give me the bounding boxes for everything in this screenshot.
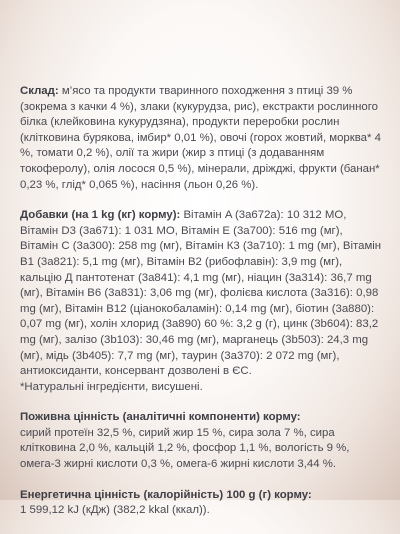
nutrition-label: Поживна цінність (аналітичні компоненти) корму:	[20, 411, 301, 424]
additives-label: Добавки (на 1 kg (кг) корму):	[20, 209, 181, 222]
composition-paragraph	[20, 84, 382, 193]
energy-text: 1 599,12 kJ (кДж) (382,2 kkal (ккал)).	[20, 504, 210, 517]
energy-label: Енергетична цінність (калорійність) 100 g (г) корму:	[20, 488, 312, 501]
product-label-document	[20, 84, 382, 534]
nutrition-section	[20, 410, 382, 472]
additives-note: *Натуральні інгредієнти, висушені.	[20, 380, 203, 393]
additives-paragraph	[20, 208, 382, 380]
additives-text: Вітамін A (3a672a): 10 312 МО, Вітамін D3 (3a671): 1 031 МО, Вітамін E (3a700): 516 mg (мг), Вітамін C (3a300): 258 mg (мг), Вітамін К3 (3a710): 1 mg (мг), Вітамін B1 (3a821): 5,1 mg (мг), Вітамін B2 (рибофлавін): 3,9 mg (мг), кальцію Д пантотенат (3a841): 4,1 mg (мг), ніацин (3a314): 36,7 mg (мг), Вітамін B6 (3a831): 3,06 mg (мг), фолієва кислота (3a316): 0,98 mg (мг), Вітамін B12 (ціанокобаламін): 0,14 mg (мг), біотин (3a880): 0,07 mg (мг), холін хлорид (3a890) 60 %: 3,2 g (г), цинк (3b604): 83,2 mg (мг), залізо (3b103): 30,46 mg (мг), марганець (3b503): 24,3 mg (мг), мідь (3b405): 7,7 mg (мг), таурин (3a370): 2 072 mg (мг), антиоксиданти, консервант дозволені в ЄС.	[20, 209, 382, 378]
additives-section	[20, 208, 382, 395]
composition-label: Склад:	[20, 85, 59, 97]
composition-text: м’ясо та продукти тваринного походження з птиці 39 % (зокрема з качки 4 %), злаки (кукурудза, рис), екстракти рослинного білка (клейковина кукурудзяна), продукти переробки рослин (клітковина бурякова, імбир* 0,01 %), овочі (горох жовтий, морква* 4 %, томати 0,2 %), олії та жири (жир з птиці (з додаванням токоферолу), олія лосося 0,5 %), мінерали, дріжджі, фрукти (банан* 0,23 %, глід* 0,065 %), насіння (льон 0,26 %).	[20, 85, 381, 191]
nutrition-text: сирий протеїн 32,5 %, сирий жир 15 %, сира зола 7 %, сира клітковина 2,0 %, кальцій 1,2 %, фосфор 1,1 %, вологість 9 %, омега-3 жирні кислоти 0,3 %, омега-6 жирні кислоти 3,44 %.	[20, 426, 350, 471]
energy-section	[20, 488, 382, 519]
composition-section	[20, 84, 382, 193]
